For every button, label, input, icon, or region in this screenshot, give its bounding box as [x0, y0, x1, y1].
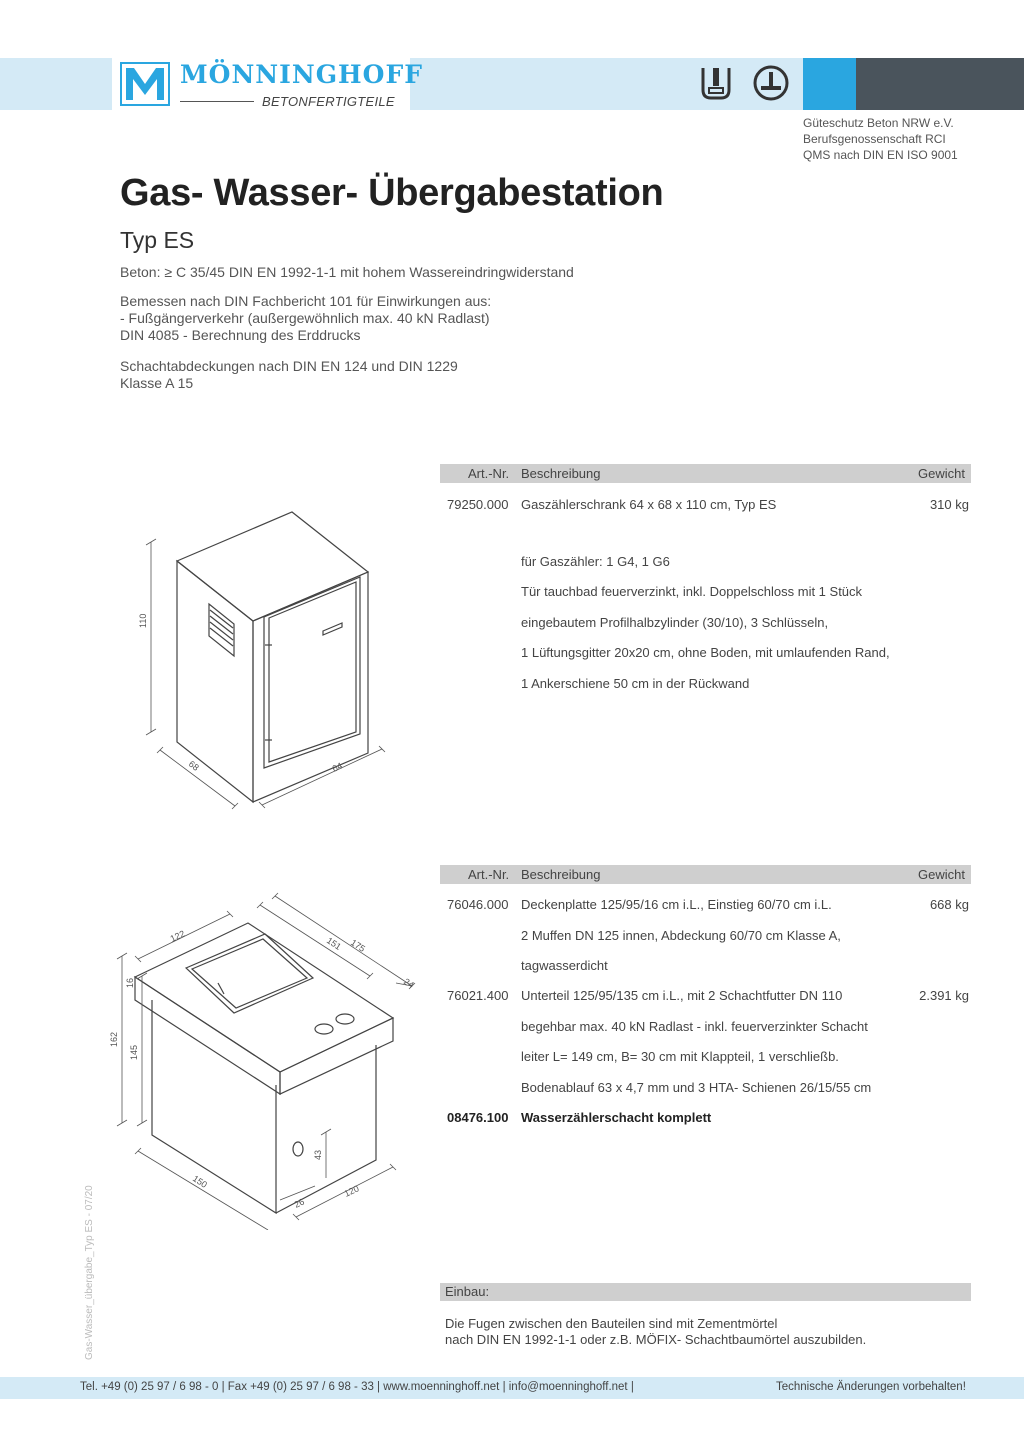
table-cell-desc: Gaszählerschrank 64 x 68 x 110 cm, Typ ES: [521, 497, 777, 512]
table-cell-desc: tagwasserdicht: [521, 958, 608, 973]
dim-label: 64: [330, 760, 344, 774]
footer-note: Technische Änderungen vorbehalten!: [776, 1381, 966, 1393]
dim-label: 68: [186, 758, 201, 773]
document-code: Gas-Wasser_übergabe_Typ ES - 07/20: [84, 1185, 95, 1360]
dim-label: 151: [324, 935, 343, 952]
col-art: Art.-Nr.: [468, 466, 510, 481]
logo-subtitle: BETONFERTIGTEILE: [262, 94, 395, 109]
page-subtitle: Typ ES: [120, 227, 195, 253]
table-total-desc: Wasserzählerschacht komplett: [521, 1110, 712, 1125]
gaszaehlerschrank-drawing: [120, 500, 400, 810]
dim-label: 24: [401, 976, 416, 991]
table-note: für Gaszähler: 1 G4, 1 G6: [521, 554, 670, 569]
col-beschreibung: Beschreibung: [521, 867, 601, 882]
table-cell-desc: begehbar max. 40 kN Radlast - inkl. feuerverzinkter Schacht: [521, 1019, 868, 1034]
guetezeichen-icon: [698, 64, 734, 102]
bg-rci-icon: [752, 64, 790, 102]
cert-line: Güteschutz Beton NRW e.V.: [803, 116, 954, 130]
table-header: [440, 464, 971, 483]
spec-line: Schachtabdeckungen nach DIN EN 124 und DIN 1229: [120, 358, 458, 374]
dim-label: 43: [313, 1149, 323, 1160]
dim-label: 120: [342, 1183, 361, 1199]
table-note: eingebautem Profilhalbzylinder (30/10), 3 Schlüsseln,: [521, 615, 829, 630]
cert-line: Berufsgenossenschaft RCI: [803, 132, 946, 146]
dim-label: 162: [109, 1031, 119, 1047]
table-cell-art: 76046.000: [447, 897, 509, 912]
col-art: Art.-Nr.: [468, 867, 510, 882]
logo-m-icon: [120, 62, 170, 106]
col-beschreibung: Beschreibung: [521, 466, 601, 481]
table-total-art: 08476.100: [447, 1110, 509, 1125]
footer-contact[interactable]: Tel. +49 (0) 25 97 / 6 98 - 0 | Fax +49 (0) 25 97 / 6 98 - 33 | www.moenninghoff.net | info@moenninghoff.net |: [80, 1381, 634, 1393]
dim-label: 150: [190, 1173, 209, 1190]
col-gewicht: Gewicht: [918, 466, 965, 481]
table-cell-weight: 2.391 kg: [919, 988, 969, 1003]
table-cell-weight: 668 kg: [929, 897, 969, 912]
spec-line: Bemessen nach DIN Fachbericht 101 für Einwirkungen aus:: [120, 293, 492, 309]
einbau-text: Die Fugen zwischen den Bauteilen sind mit Zementmörtel: [445, 1316, 778, 1331]
spec-line: - Fußgängerverkehr (außergewöhnlich max. 40 kN Radlast): [120, 310, 490, 326]
header-dark-block: [856, 58, 1024, 110]
spec-line: DIN 4085 - Berechnung des Erddrucks: [120, 327, 361, 343]
dim-label: 26: [292, 1196, 306, 1210]
table-cell-desc: 2 Muffen DN 125 innen, Abdeckung 60/70 cm Klasse A,: [521, 928, 841, 943]
table-note: Tür tauchbad feuerverzinkt, inkl. Doppelschloss mit 1 Stück: [521, 584, 863, 599]
einbau-text: nach DIN EN 1992-1-1 oder z.B. MÖFIX- Schachtbaumörtel auszubilden.: [445, 1332, 867, 1347]
dim-label: 175: [348, 937, 367, 954]
einbau-header: [440, 1283, 971, 1301]
dim-label: 110: [138, 613, 148, 628]
table-cell-art: 76021.400: [447, 988, 509, 1003]
table-header: [440, 865, 971, 884]
page-title: Gas- Wasser- Übergabestation: [120, 172, 664, 214]
col-gewicht: Gewicht: [918, 867, 965, 882]
table-cell-desc: leiter L= 149 cm, B= 30 cm mit Klappteil, 1 verschließb.: [521, 1049, 839, 1064]
logo-divider: [180, 101, 254, 102]
einbau-title: Einbau:: [445, 1284, 490, 1299]
dim-label: 122: [168, 928, 187, 944]
table-cell-desc: Deckenplatte 125/95/16 cm i.L., Einstieg 60/70 cm i.L.: [521, 897, 832, 912]
table-cell-weight: 310 kg: [929, 497, 969, 512]
dim-label: 16: [125, 977, 135, 988]
table-cell-desc: Unterteil 125/95/135 cm i.L., mit 2 Schachtfutter DN 110: [521, 988, 843, 1003]
header-accent-block: [803, 58, 856, 110]
table-cell-desc: Bodenablauf 63 x 4,7 mm und 3 HTA- Schienen 26/15/55 cm: [521, 1080, 872, 1095]
table-cell-art: 79250.000: [447, 497, 509, 512]
wasserzaehlerschacht-drawing: [100, 890, 440, 1230]
spec-line: Klasse A 15: [120, 375, 194, 391]
spec-beton: Beton: ≥ C 35/45 DIN EN 1992-1-1 mit hohem Wassereindringwiderstand: [120, 264, 574, 280]
table-note: 1 Lüftungsgitter 20x20 cm, ohne Boden, mit umlaufenden Rand,: [521, 645, 890, 660]
dim-label: 145: [129, 1044, 139, 1060]
logo-name: MÖNNINGHOFF: [180, 60, 423, 89]
cert-line: QMS nach DIN EN ISO 9001: [803, 148, 958, 162]
table-note: 1 Ankerschiene 50 cm in der Rückwand: [521, 676, 750, 691]
